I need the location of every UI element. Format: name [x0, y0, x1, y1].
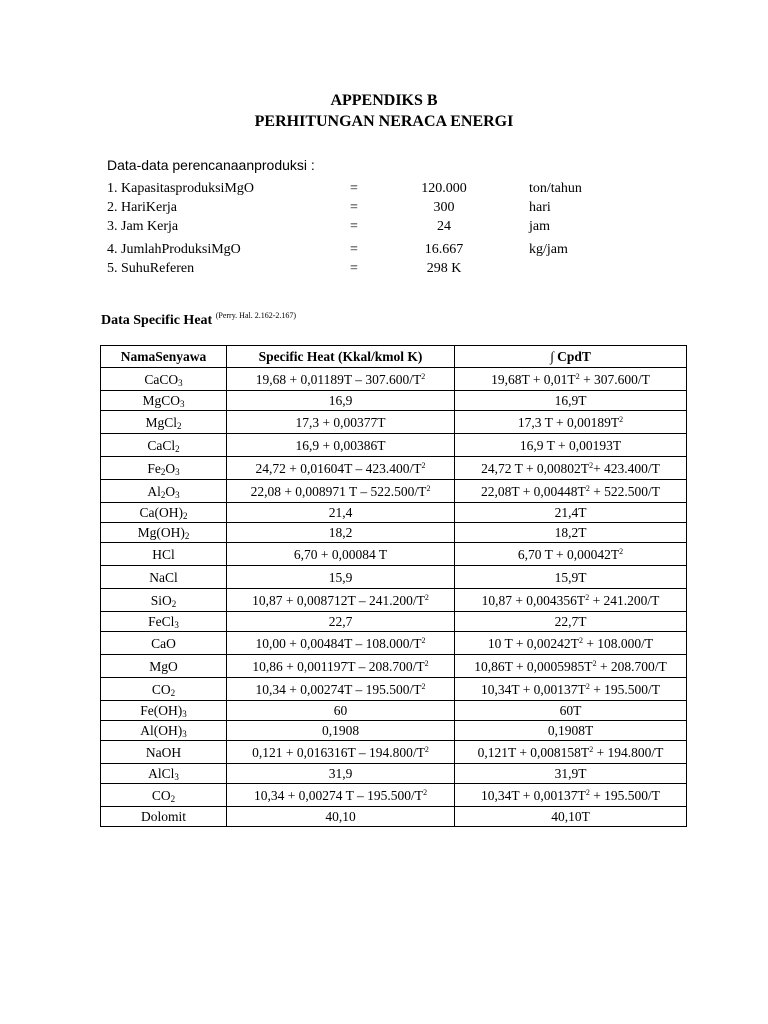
specific-heat-cell: 21,4: [227, 503, 455, 523]
compound-name-cell: NaOH: [101, 741, 227, 764]
integral-cpdt-cell: $10,34T + 0,00137T^2 + 195.500/T$: [455, 678, 687, 701]
compound-name-cell: Dolomit: [101, 807, 227, 827]
table-row: [101, 391, 687, 411]
integral-cpdt-cell: $0,121T + 0,008158T^2 + 194.800/T$: [455, 741, 687, 764]
integral-cpdt-cell: 0,1908T: [455, 721, 687, 741]
table-row: [101, 807, 687, 827]
page-title: APPENDIKS B: [330, 92, 438, 109]
header-specific-heat: Specific Heat (Kkal/kmol K): [227, 346, 455, 368]
integral-cpdt-cell: $10,87 + 0,004356T^2 + 241.200/T$: [455, 589, 687, 612]
specific-heat-cell: 18,2: [227, 523, 455, 543]
table-row: [101, 480, 687, 503]
integral-cpdt-cell: $10,86T + 0,0005985T^2 + 208.700/T$: [455, 655, 687, 678]
compound-name-cell: $CO_2$: [101, 678, 227, 701]
production-item-unit: jam: [529, 219, 550, 234]
specific-heat-cell: $0,121 + 0,016316T - 194.800/T^2$: [227, 741, 455, 764]
specific-heat-title: [101, 311, 296, 329]
integral-cpdt-cell: 22,7T: [455, 612, 687, 632]
table-row: [101, 589, 687, 612]
specific-heat-cell: 31,9: [227, 764, 455, 784]
integral-cpdt-cell: 16,9 T + 0,00193T: [455, 434, 687, 457]
specific-heat-cell: 0,1908: [227, 721, 455, 741]
specific-heat-cell: $10,00 + 0,00484T - 108.000/T^2$: [227, 632, 455, 655]
compound-name-cell: $Fe(OH)_3$: [101, 701, 227, 721]
table-row: [101, 457, 687, 480]
integral-cpdt-cell: $22,08T + 0,00448T^2 + 522.500/T$: [455, 480, 687, 503]
specific-heat-cell: $19,68 + 0,01189T - 307.600/T^2$: [227, 368, 455, 391]
production-item-label: 5. SuhuReferen: [107, 261, 195, 276]
header-integral-cpdt: ∫ CpdT: [455, 346, 687, 368]
specific-heat-table: [100, 345, 687, 827]
integral-cpdt-cell: 60T: [455, 701, 687, 721]
integral-cpdt-cell: 6,70 $T + 0,00042T^2$: [455, 543, 687, 566]
compound-name-cell: $Fe_2O_3$: [101, 457, 227, 480]
table-row: [101, 368, 687, 391]
compound-name-cell: $CO_2$: [101, 784, 227, 807]
production-item-label: 2. HariKerja: [107, 200, 177, 215]
production-item-value: 298 K: [426, 261, 462, 276]
compound-name-cell: $Mg(OH)_2$: [101, 523, 227, 543]
production-item-unit: kg/jam: [529, 242, 568, 257]
integral-cpdt-cell: 10 $T + 0,00242T^2 + 108.000/T$: [455, 632, 687, 655]
integral-cpdt-cell: 16,9T: [455, 391, 687, 411]
table-row: [101, 784, 687, 807]
integral-cpdt-cell: $19,68T + 0,01T^2 + 307.600/T$: [455, 368, 687, 391]
specific-heat-reference: (Perry. Hal. 2.162-2.167): [215, 311, 297, 320]
page-subtitle: PERHITUNGAN NERACA ENERGI: [254, 113, 514, 130]
table-row: [101, 632, 687, 655]
compound-name-cell: FeCl$_3$: [101, 612, 227, 632]
specific-heat-cell: 22,08 + 0,008971 T – $522.500/T^2$: [227, 480, 455, 503]
table-row: [101, 612, 687, 632]
compound-name-cell: AlCl$_3$: [101, 764, 227, 784]
compound-name-cell: MgCO$_3$: [101, 391, 227, 411]
production-item-label: 4. JumlahProduksiMgO: [107, 242, 241, 257]
specific-heat-title-text: Data Specific Heat: [101, 313, 213, 328]
compound-name-cell: $Ca(OH)_2$: [101, 503, 227, 523]
production-item-unit: hari: [529, 200, 551, 215]
integral-cpdt-cell: $10,34T + 0,00137T^2 + 195.500/T$: [455, 784, 687, 807]
table-row: [101, 721, 687, 741]
specific-heat-cell: 15,9: [227, 566, 455, 589]
specific-heat-cell: 17,3 + 0,00377T: [227, 411, 455, 434]
compound-name-cell: MgCl$_2$: [101, 411, 227, 434]
table-row: [101, 523, 687, 543]
table-row: [101, 434, 687, 457]
table-row: [101, 503, 687, 523]
specific-heat-cell: $10,86 + 0,001197T - 208.700/T^2$: [227, 655, 455, 678]
integral-cpdt-cell: 18,2T: [455, 523, 687, 543]
table-row: [101, 655, 687, 678]
compound-name-cell: HCl: [101, 543, 227, 566]
integral-cpdt-cell: 24,72 $T + 0,00802T^2+ 423.400/T$: [455, 457, 687, 480]
production-item-value: 24: [437, 219, 451, 234]
specific-heat-cell: 22,7: [227, 612, 455, 632]
table-row: [101, 764, 687, 784]
compound-name-cell: NaCl: [101, 566, 227, 589]
table-row: [101, 701, 687, 721]
table-body: [101, 368, 687, 827]
integral-cpdt-cell: 21,4T: [455, 503, 687, 523]
integral-cpdt-cell: 17,3 $T + 0,00189T^2$: [455, 411, 687, 434]
table-row: [101, 566, 687, 589]
specific-heat-cell: 10,34 + 0,00274 T – $195.500/T^2$: [227, 784, 455, 807]
table-row: [101, 678, 687, 701]
integral-cpdt-cell: 15,9T: [455, 566, 687, 589]
specific-heat-cell: 16,9: [227, 391, 455, 411]
production-item-equals: =: [350, 242, 358, 257]
compound-name-cell: $Al_2O_3$: [101, 480, 227, 503]
production-item-equals: =: [350, 261, 358, 276]
production-item-value: 16.667: [424, 242, 464, 257]
production-item-value: 120.000: [421, 181, 467, 196]
table-row: [101, 411, 687, 434]
specific-heat-cell: $10,87 + 0,008712T - 241.200/T^2$: [227, 589, 455, 612]
production-item-equals: =: [350, 181, 358, 196]
compound-name-cell: CaO: [101, 632, 227, 655]
specific-heat-cell: 60: [227, 701, 455, 721]
compound-name-cell: MgO: [101, 655, 227, 678]
specific-heat-cell: 40,10: [227, 807, 455, 827]
specific-heat-cell: $24,72 + 0,01604T - 423.400/T^2$: [227, 457, 455, 480]
specific-heat-cell: $10,34 + 0,00274T - 195.500/T^2$: [227, 678, 455, 701]
production-item-equals: =: [350, 219, 358, 234]
production-item-unit: ton/tahun: [529, 181, 582, 196]
table-header-row: [101, 346, 687, 368]
production-item-value: 300: [433, 200, 455, 215]
compound-name-cell: $Al(OH)_3$: [101, 721, 227, 741]
specific-heat-cell: 16,9 + 0,00386T: [227, 434, 455, 457]
table-row: [101, 543, 687, 566]
compound-name-cell: CaCO$_3$: [101, 368, 227, 391]
integral-cpdt-cell: 40,10T: [455, 807, 687, 827]
specific-heat-cell: 6,70 + 0,00084 T: [227, 543, 455, 566]
integral-cpdt-cell: 31,9T: [455, 764, 687, 784]
table-row: [101, 741, 687, 764]
production-intro: Data-data perencanaanproduksi :: [107, 157, 315, 173]
header-compound-name: NamaSenyawa: [101, 346, 227, 368]
compound-name-cell: SiO$_2$: [101, 589, 227, 612]
production-item-equals: =: [350, 200, 358, 215]
production-item-label: 1. KapasitasproduksiMgO: [107, 181, 254, 196]
compound-name-cell: CaCl$_2$: [101, 434, 227, 457]
production-item-label: 3. Jam Kerja: [107, 219, 179, 234]
